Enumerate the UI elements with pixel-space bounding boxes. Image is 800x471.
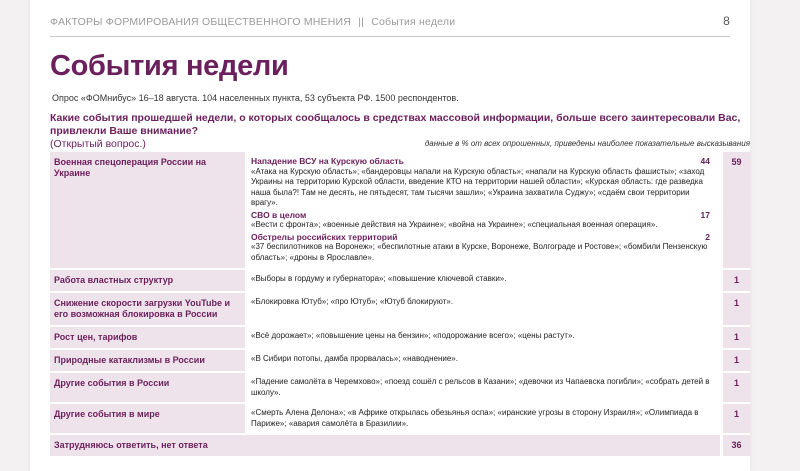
row-category: Природные катаклизмы в России bbox=[50, 350, 245, 371]
row-category: Снижение скорости загрузки YouTube и его возможная блокировка в России bbox=[50, 293, 245, 325]
table-row bbox=[50, 293, 750, 325]
question-note: (Открытый вопрос.) bbox=[50, 138, 146, 150]
page-number: 8 bbox=[723, 14, 730, 28]
row-detail bbox=[245, 152, 720, 268]
row-total: 1 bbox=[720, 404, 750, 433]
row-total: 1 bbox=[720, 350, 750, 371]
row-total: 1 bbox=[720, 373, 750, 402]
running-section: События недели bbox=[371, 16, 456, 28]
table-row bbox=[50, 270, 750, 291]
running-title: ФАКТОРЫ ФОРМИРОВАНИЯ ОБЩЕСТВЕННОГО МНЕНИЯ bbox=[50, 16, 352, 28]
sub-item-quotes: «37 беспилотников на Воронеж»; «беспилотные атаки в Курске, Воронеже, Волгограде и Ростове»; «бомбили Пензенскую область»; «дроны в Ярославле». bbox=[251, 242, 708, 262]
row-total: 1 bbox=[720, 270, 750, 291]
sub-item-value: 17 bbox=[700, 209, 710, 220]
header-divider bbox=[50, 36, 730, 37]
results-table bbox=[50, 150, 750, 458]
sub-item-value: 44 bbox=[700, 156, 710, 166]
question-main: Какие события прошедшей недели, о которых сообщалось в средствах массовой информации, больше всего заинтересовали Вас, привлекли Ваше внимание? bbox=[50, 112, 741, 137]
table-row bbox=[50, 152, 750, 268]
sub-item-header bbox=[251, 156, 714, 167]
row-detail: «Выборы в гордуму и губернатора»; «повышение ключевой ставки». bbox=[251, 274, 507, 283]
row-total: 1 bbox=[720, 293, 750, 325]
row-category: Рост цен, тарифов bbox=[50, 327, 245, 348]
row-detail: «Смерть Алена Делона»; «в Африке открылась обезьянья оспа»; «иранские угрозы в сторону Израиля»; «Олимпиада в Париже»; «авария самолёта в Бразилии». bbox=[251, 408, 699, 428]
row-category: Другие события в мире bbox=[50, 404, 245, 433]
data-note: данные в % от всех опрошенных, приведены наиболее показательные высказывания bbox=[424, 139, 750, 148]
sub-item-header bbox=[251, 210, 714, 221]
running-head bbox=[50, 16, 730, 28]
running-separator: || bbox=[358, 16, 365, 28]
sub-item-header bbox=[251, 232, 714, 243]
row-detail: «В Сибири потопы, дамба прорвалась»; «наводнение». bbox=[251, 354, 458, 363]
row-category: Другие события в России bbox=[50, 373, 245, 402]
row-total: 1 bbox=[720, 327, 750, 348]
row-detail: «Всё дорожает»; «повышение цены на бензин»; «подорожание всего»; «цены растут». bbox=[251, 331, 575, 340]
sub-item-quotes: «Атака на Курскую область»; «бандеровцы напали на Курскую область»; «напали на Курскую область фашисты»; «заход Украины на территорию Курской области, введение КТО на территории нашей области»; «Курская область: где разведка наша была?! Там не десять, не пятьдесят, там тысячи зашли»; «Украина захватила Суджу»; «сдаём свои территории врагу». bbox=[251, 166, 705, 207]
sub-item-title: Нападение ВСУ на Курскую область bbox=[251, 156, 404, 166]
table-row bbox=[50, 373, 750, 402]
sub-item-quotes: «Вести с фронта»; «военные действия на Украине»; «война на Украине»; «специальная военная операция». bbox=[251, 220, 658, 229]
sub-item-value: 2 bbox=[705, 231, 710, 242]
row-total: 36 bbox=[720, 435, 750, 456]
table-row bbox=[50, 404, 750, 433]
row-detail: «Блокировка Ютуб»; «про Ютуб»; «Ютуб блокируют». bbox=[251, 297, 454, 306]
table-row bbox=[50, 327, 750, 348]
row-category: Затрудняюсь ответить, нет ответа bbox=[50, 435, 245, 456]
row-category: Работа властных структур bbox=[50, 270, 245, 291]
table-row bbox=[50, 350, 750, 371]
survey-info: Опрос «ФОМнибус» 16–18 августа. 104 населенных пункта, 53 субъекта РФ. 1500 респондентов. bbox=[52, 93, 459, 103]
row-detail: «Падение самолёта в Черемхово»; «поезд сошёл с рельсов в Казани»; «девочки из Чапаевска погибли»; «собрать детей в школу». bbox=[251, 377, 710, 397]
sub-item-title: Обстрелы российских территорий bbox=[251, 231, 398, 242]
report-page bbox=[30, 0, 750, 471]
row-category: Военная спецоперация России на Украине bbox=[50, 152, 245, 268]
row-total: 59 bbox=[720, 152, 750, 268]
row-detail bbox=[245, 435, 720, 456]
table-row bbox=[50, 435, 750, 456]
sub-item-title: СВО в целом bbox=[251, 209, 307, 220]
page-title: События недели bbox=[50, 50, 289, 82]
